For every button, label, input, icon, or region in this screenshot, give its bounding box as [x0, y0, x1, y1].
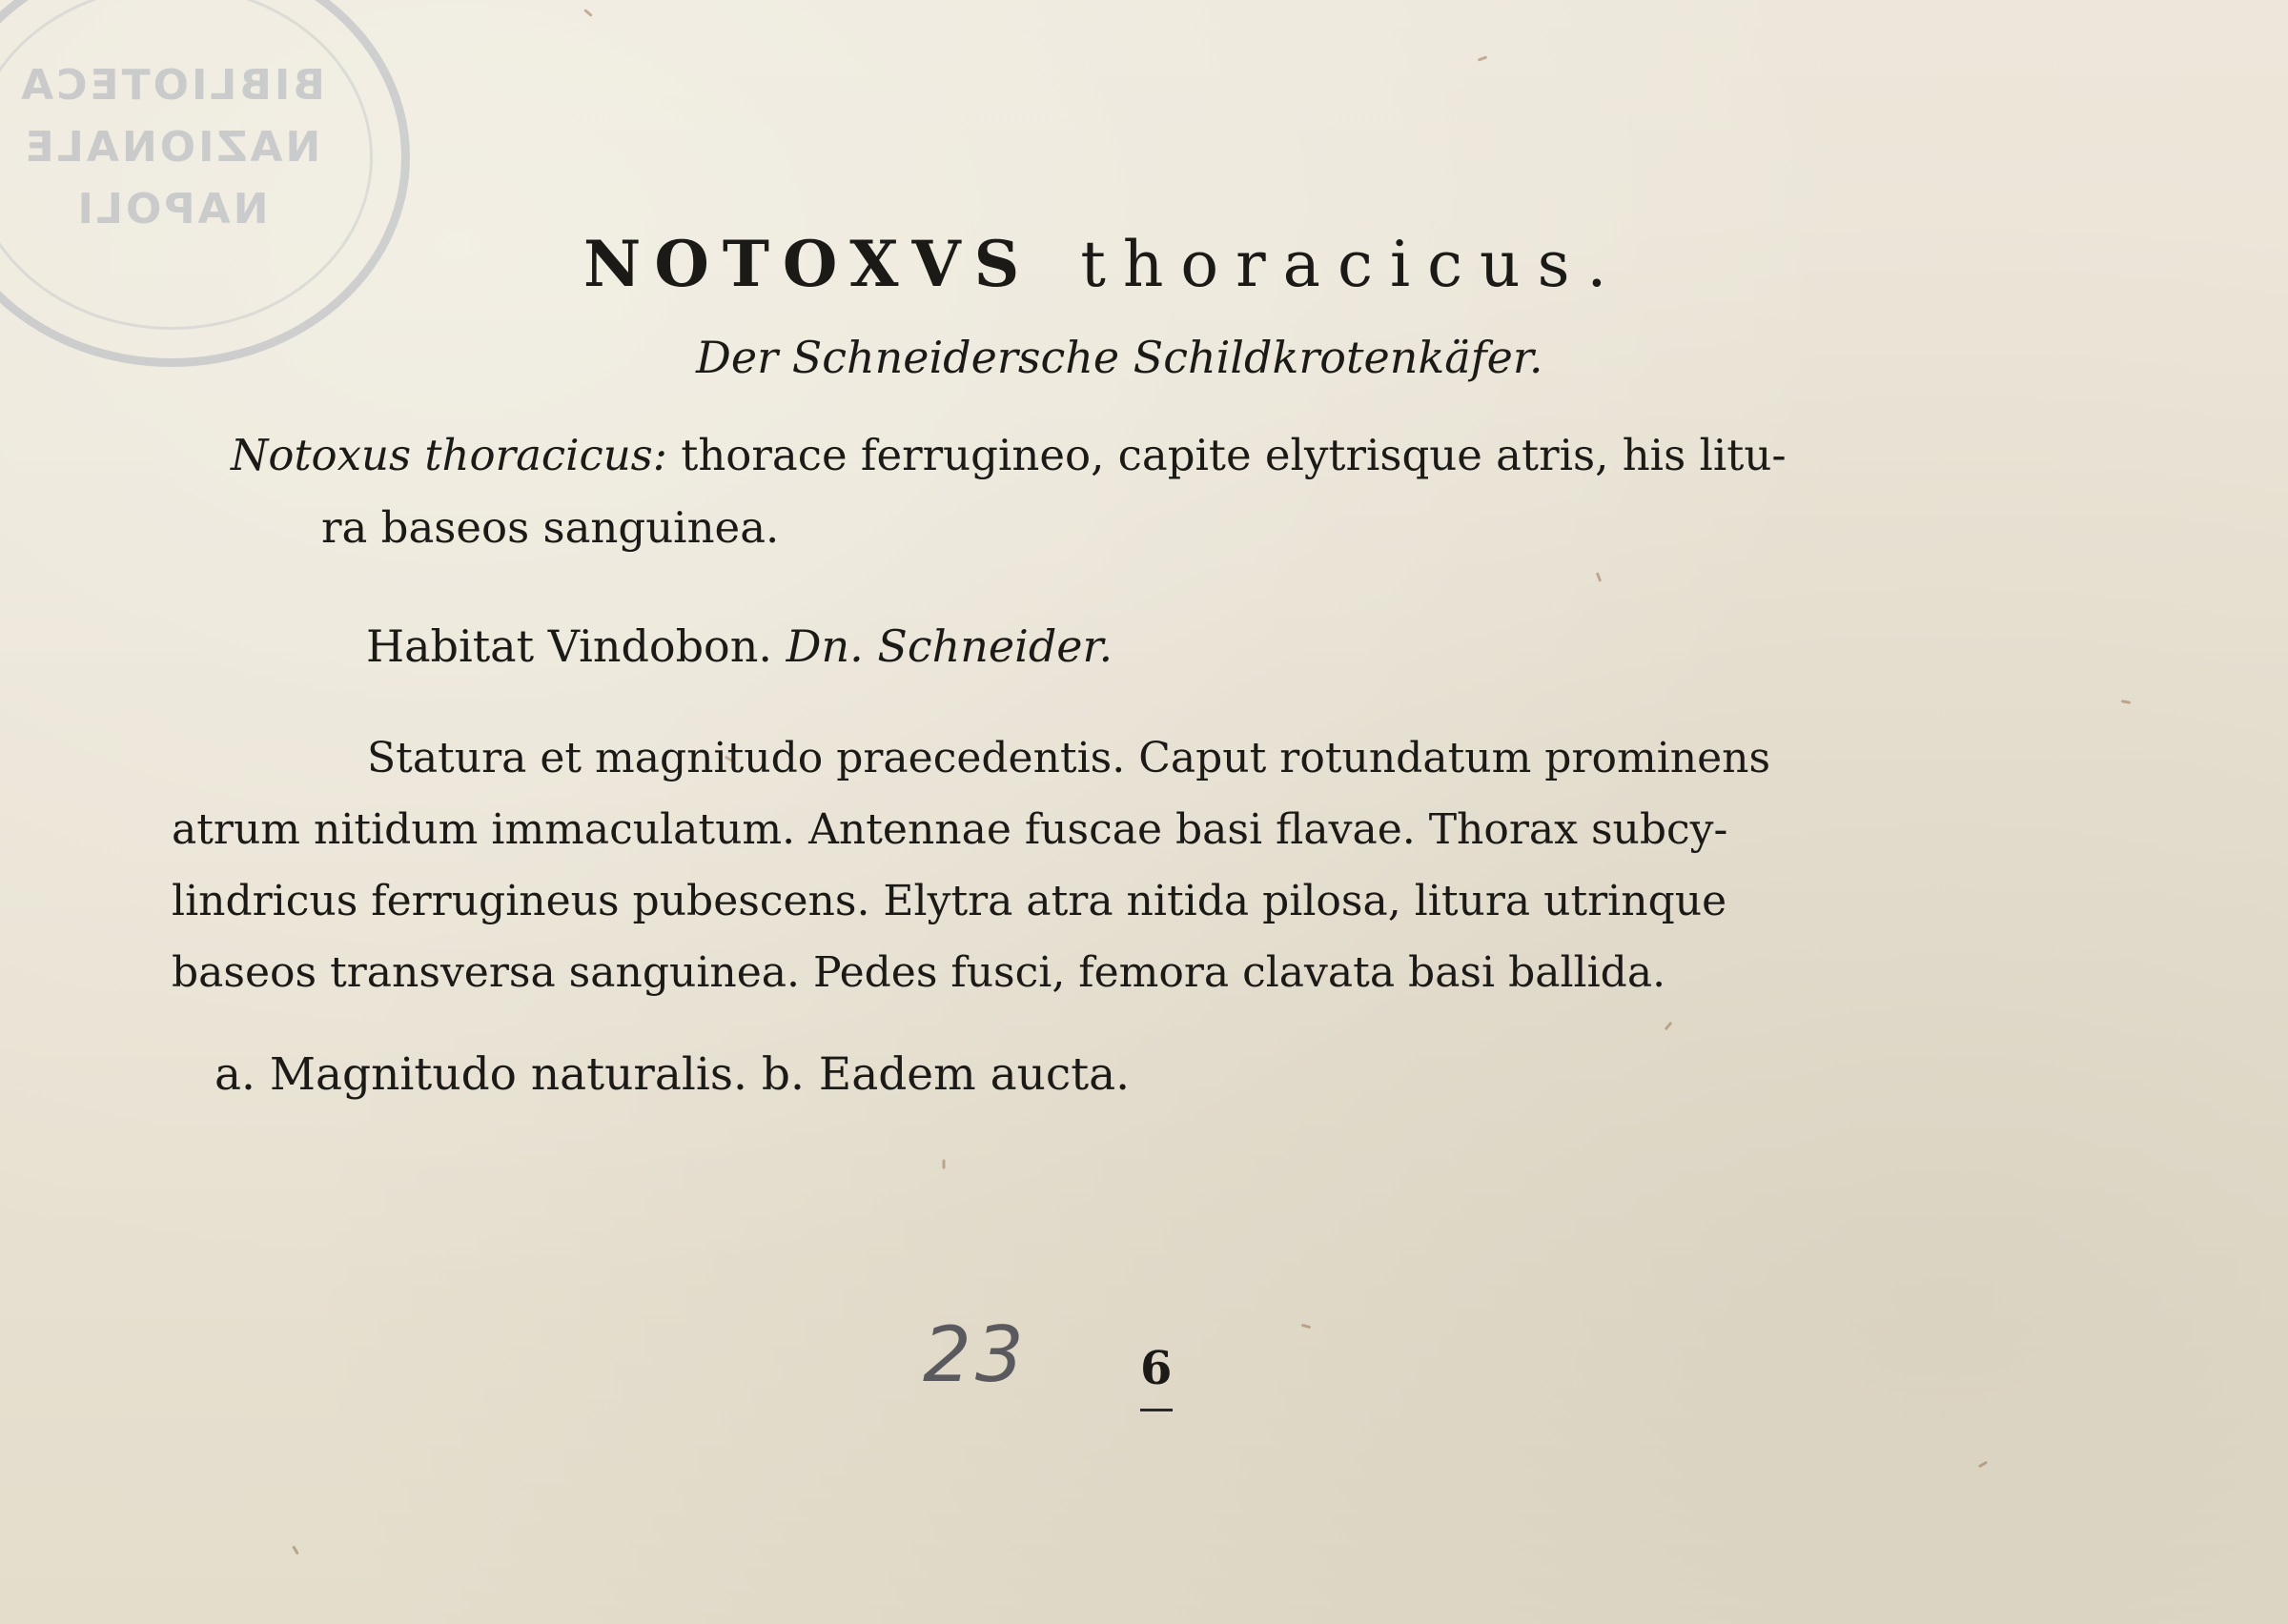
description-line: Statura et magnitudo praecedentis. Caput rotundatum prominens [367, 734, 1771, 782]
habitat-text: Habitat Vindobon. [366, 620, 786, 672]
stamp-line: BIBLIOTECA [18, 61, 325, 110]
paper-speck [1301, 1324, 1311, 1329]
habitat-line [366, 610, 1113, 682]
paper-speck [292, 1545, 299, 1554]
german-common-name: Der Schneidersche Schildkrotenkäfer. [696, 332, 1543, 383]
description-line: atrum nitidum immaculatum. Antennae fuscae basi flavae. Thorax subcy- [172, 805, 1728, 854]
diagnosis-text: thorace ferrugineo, capite elytrisque atris, his litu- [666, 430, 1787, 480]
diagnosis-species-name: Notoxus thoracicus: [231, 430, 667, 480]
species-heading [583, 227, 1624, 301]
paper-speck [2121, 700, 2131, 704]
species-epithet: thoracicus. [1080, 228, 1624, 301]
signature-mark: 6 [1140, 1342, 1173, 1395]
diagnosis-line: ra baseos sanguinea. [321, 502, 780, 553]
habitat-collector: Dn. Schneider. [786, 620, 1113, 672]
handwritten-number: 23 [923, 1310, 1028, 1399]
signature-underline [1140, 1409, 1173, 1411]
paper-speck [583, 9, 593, 17]
figure-legend: a. Magnitudo naturalis. b. Eadem aucta. [214, 1048, 1131, 1101]
description-paragraph [172, 722, 2112, 1008]
stamp-line: NAZIONALE [22, 123, 321, 172]
paper-speck [1596, 572, 1602, 581]
genus-name: NOTOXVS [583, 227, 1033, 301]
paper-speck [943, 1160, 946, 1169]
diagnosis-line [231, 419, 1787, 492]
description-line: lindricus ferrugineus pubescens. Elytra atra nitida pilosa, litura utrinque [172, 877, 1727, 925]
paper-speck [1978, 1461, 1988, 1469]
paper-speck [1478, 55, 1487, 61]
description-line: baseos transversa sanguinea. Pedes fusci, femora clavata basi ballida. [172, 948, 1666, 997]
paper-speck [1665, 1022, 1673, 1031]
diagnosis-paragraph [231, 419, 1787, 564]
library-stamp [0, 0, 410, 367]
stamp-line: NAPOLI [74, 185, 269, 233]
